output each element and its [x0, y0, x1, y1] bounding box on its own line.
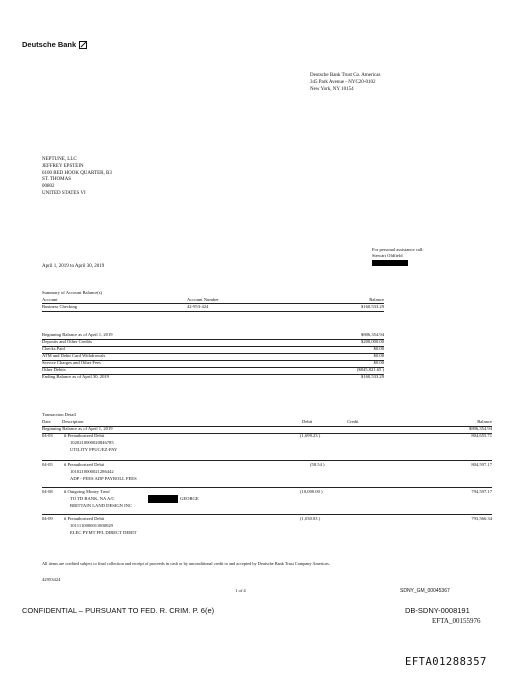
txn-payee: ADP - FEES ADP PAYROLL FEES	[70, 476, 137, 481]
page-number: 1 of 4	[235, 588, 246, 593]
txn-description: # Outgoing Money Trnsf	[64, 489, 110, 494]
beginning-description: Beginning Balance as of April 1, 2019	[42, 426, 113, 431]
table-row	[42, 462, 492, 488]
bank-address-line: New York, NY 10154	[310, 86, 354, 92]
balance-row	[42, 374, 384, 380]
summary-number: 42-953-424	[187, 304, 209, 309]
assistance-name: Stewart Oldfield	[372, 253, 403, 258]
txn-debit: (10,000.00 )	[300, 489, 323, 494]
balance-row	[42, 339, 384, 345]
table-row	[42, 433, 492, 459]
summary-header-balance: Balance	[369, 297, 384, 302]
redaction-bar	[148, 495, 178, 503]
sdny-stamp: SDNY_GM_00045367	[400, 588, 450, 594]
balance-value: $0.00	[373, 353, 384, 358]
txn-payee: ELEC PYMT FPL DIRECT DEBIT	[70, 530, 137, 535]
assistance-block	[372, 247, 424, 268]
footer-code: 42953424	[42, 577, 61, 582]
txn-payee: BRITTAIN LAND DESIGN INC	[70, 503, 133, 508]
customer-address-line: JEFFREY EPSTEIN	[42, 163, 84, 169]
table-row	[42, 516, 492, 542]
bank-name: Deutsche Bank	[22, 40, 77, 49]
summary-row	[42, 304, 384, 310]
txn-balance: 794,597.17	[471, 489, 492, 494]
summary-row-rule	[42, 311, 384, 312]
txn-debit: (58.54 )	[310, 462, 325, 467]
txn-reference: TO TD BANK, NA A/C	[70, 496, 115, 501]
transactions-header	[42, 419, 492, 425]
header-debit: Debit	[302, 419, 313, 424]
table-row	[42, 489, 492, 515]
txn-date: 04-05	[42, 462, 53, 467]
customer-address-line: UNITED STATES VI	[42, 190, 86, 196]
balance-value: $200,000.00	[361, 339, 384, 344]
balance-row	[42, 353, 384, 359]
footer-notice: All items are credited subject to final collection and receipt of proceeds in cash or by unconditional credit to and accepted by Deutsche Bank Trust Company Americas.	[42, 561, 330, 566]
balance-row	[42, 332, 384, 338]
txn-reference: 1011110000011800029	[70, 523, 113, 528]
txn-reference: 1010210000021286442	[70, 469, 114, 474]
transactions-row-rule	[42, 514, 492, 515]
header-balance: Balance	[477, 419, 492, 424]
db-bates-number: DB-SDNY-0008191	[405, 606, 470, 615]
txn-payee: UTILITY FPUC/EZ-PAY	[70, 447, 118, 452]
transactions-row-rule	[42, 460, 492, 461]
summary-title: Summary of Account Balance(s)	[42, 290, 103, 295]
customer-address-line: NEPTUNE, LLC	[42, 157, 77, 162]
summary-balance: $160,533.29	[361, 304, 384, 309]
bank-logo	[22, 40, 87, 49]
transactions-row-rule	[42, 487, 492, 488]
txn-date: 04-03	[42, 433, 53, 438]
balance-value: $160,533.29	[361, 374, 384, 379]
txn-balance: 804,655.71	[471, 433, 492, 438]
customer-address-line: ST. THOMAS	[42, 177, 71, 183]
txn-debit: (1,030.83 )	[300, 516, 321, 521]
txn-debit: (1,699.23 )	[300, 433, 321, 438]
txn-description: # Preauthorized Debit	[64, 516, 105, 521]
txn-date: 04-09	[42, 516, 53, 521]
efta-small-number: EFTA_00155976	[432, 617, 481, 625]
txn-balance: 804,597.17	[471, 462, 492, 467]
summary-header-account: Account	[42, 297, 58, 302]
balance-value: ($845,821.65 )	[356, 367, 384, 372]
assistance-label: For personal assistance call:	[372, 247, 424, 252]
customer-address-line: 6100 RED HOOK QUARTER, B3	[42, 170, 112, 176]
balance-label: Checks Paid	[42, 346, 65, 351]
balance-label: ATM and Debit Card Withdrawals	[42, 353, 106, 358]
header-credit: Credit	[347, 419, 359, 424]
confidential-notice: CONFIDENTIAL – PURSUANT TO FED. R. CRIM. P. 6(e)	[22, 606, 215, 615]
txn-reference: 1020210000020846785	[70, 440, 114, 445]
deutsche-bank-slash-icon	[79, 41, 87, 49]
txn-date: 04-08	[42, 489, 53, 494]
header-date: Date	[42, 419, 51, 424]
summary-account: Business Checking	[42, 304, 78, 309]
balance-label: Beginning Balance as of April 1, 2019	[42, 332, 113, 337]
redaction-bar	[372, 260, 408, 266]
bank-address	[310, 73, 380, 93]
beginning-balance: $806,354.94	[469, 426, 492, 431]
txn-description: # Preauthorized Debit	[64, 462, 105, 467]
bank-address-line: Deutsche Bank Trust Co. Americas	[310, 73, 381, 78]
balance-row	[42, 360, 384, 366]
customer-address	[42, 157, 112, 198]
transactions-beginning-row	[42, 426, 492, 432]
txn-balance: 793,566.34	[471, 516, 492, 521]
statement-period: April 1, 2019 to April 30, 2019	[42, 264, 105, 269]
transactions-title: Transaction Detail	[42, 412, 76, 417]
efta-bates-number: EFTA01288357	[405, 656, 487, 668]
balance-value: $0.00	[373, 346, 384, 351]
balance-label: Other Debits	[42, 367, 66, 372]
txn-reference-suffix: GEORGE	[180, 496, 199, 501]
balance-row	[42, 346, 384, 352]
balance-label: Service Charges and Other Fees	[42, 360, 101, 365]
summary-header-number: Account Number	[187, 297, 219, 302]
balance-value: $806,354.94	[361, 332, 384, 337]
header-description: Description	[62, 419, 84, 424]
balance-value: $0.00	[373, 360, 384, 365]
customer-address-line: 00802	[42, 184, 55, 190]
balance-label: Deposits and Other Credits	[42, 339, 92, 344]
balance-label: Ending Balance as of April 30, 2019	[42, 374, 109, 379]
balance-row	[42, 367, 384, 373]
bank-address-line: 345 Park Avenue - NYC20-0102	[310, 79, 376, 85]
txn-description: # Preauthorized Debit	[64, 433, 105, 438]
